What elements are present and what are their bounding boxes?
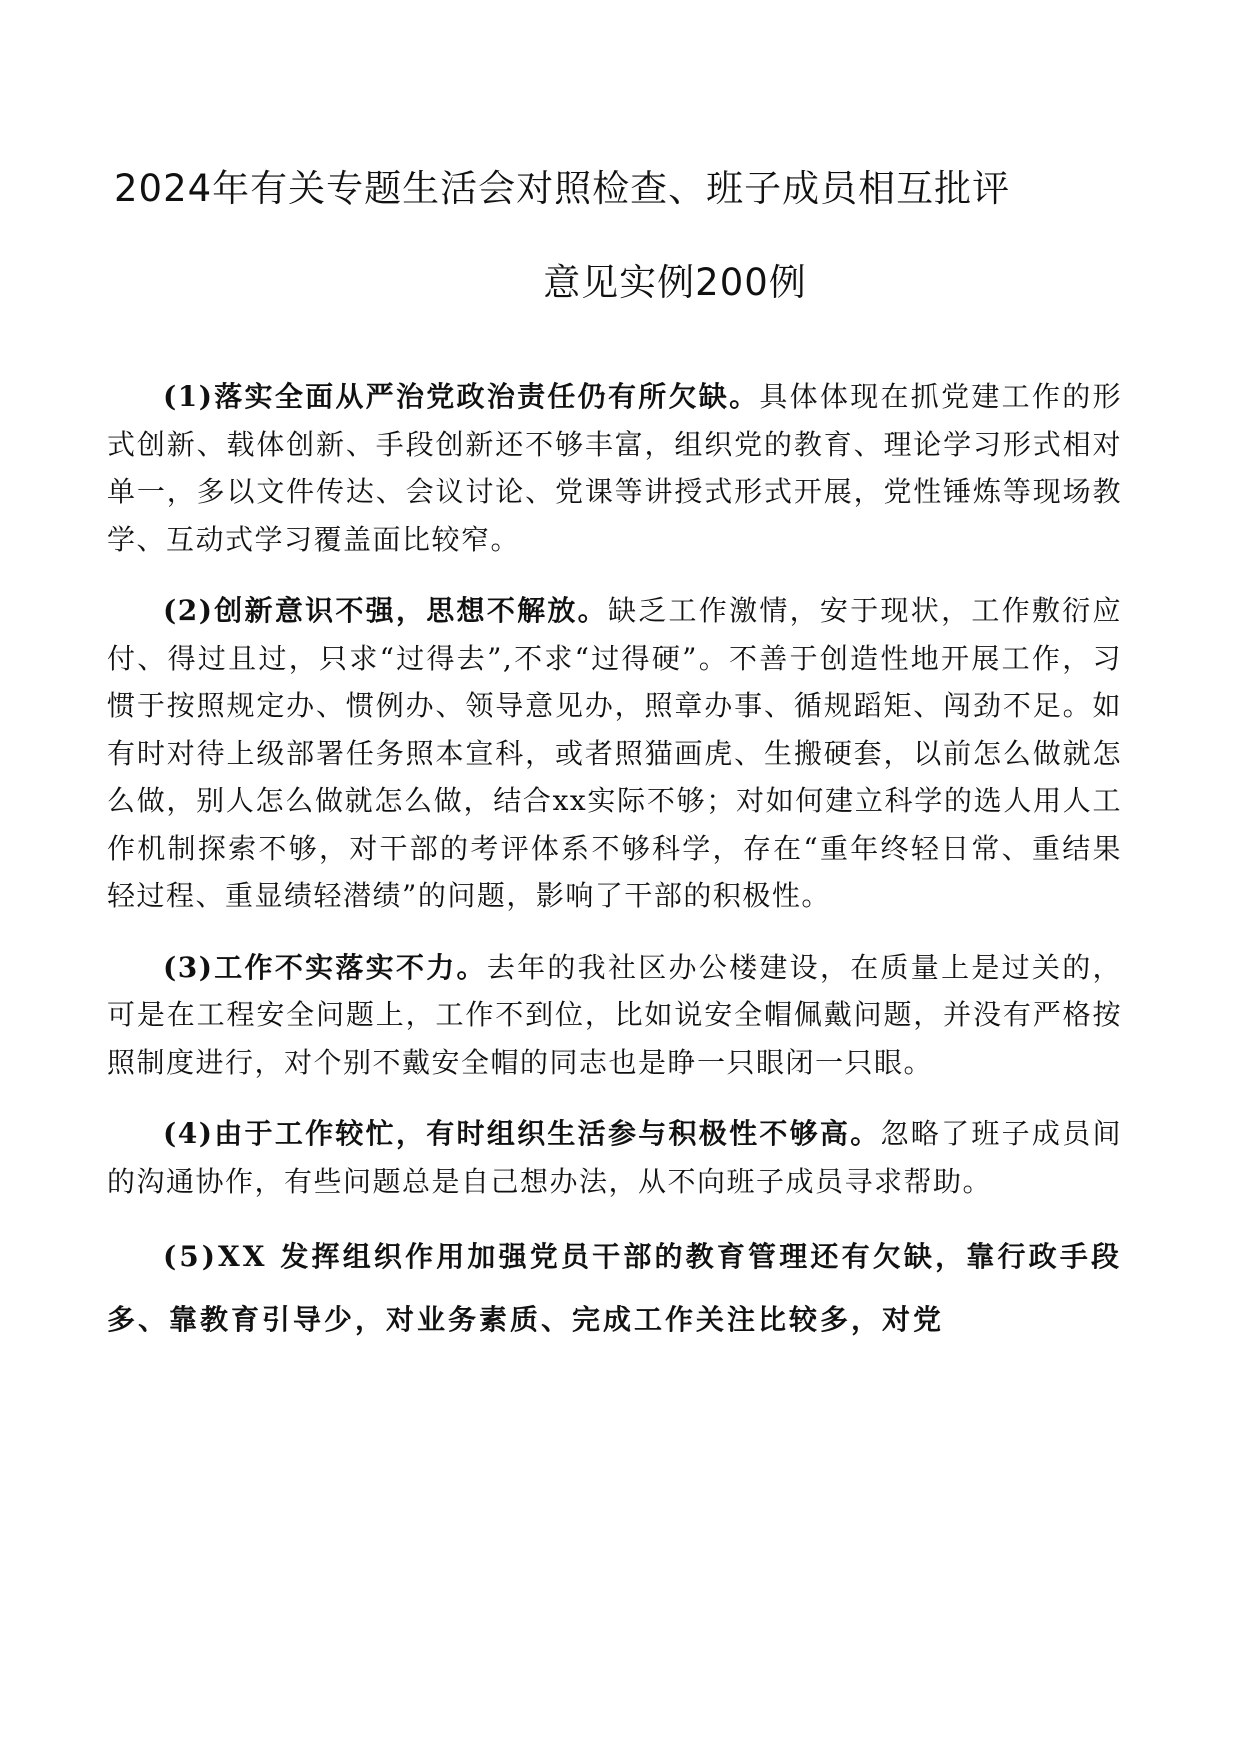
paragraph-4-text: 忽略了班子成员间的沟通协作，有些问题总是自己想办法，从不向班子成员寻求帮助。 <box>107 1117 1122 1198</box>
paragraph-3-heading: (3)工作不实落实不力。 <box>163 950 487 984</box>
paragraph-2-text: 缺乏工作激情，安于现状，工作敷衍应付、得过且过，只求“过得去”,不求“过得硬”。不善于创造性地开展工作，习惯于按照规定办、惯例办、领导意见办，照章办事、循规蹈矩、闯劲不足。如有时对待上级部署任务照本宣科，或者照猫画虎、生搬硬套，以前怎么做就怎么做，别人怎么做就怎么做，结合xx实际不够；对如何建立科学的选人用人工作机制探索不够，对干部的考评体系不够科学，存在“重年终轻日常、重结果轻过程、重显绩轻潜绩”的问题，影响了干部的积极性。 <box>107 594 1122 912</box>
document-title-line2: 意见实例200例 <box>543 261 807 304</box>
document-title-line1: 2024年有关专题生活会对照检查、班子成员相互批评 <box>114 167 1011 210</box>
paragraph-4-heading: (4)由于工作较忙，有时组织生活参与积极性不够高。 <box>163 1117 881 1150</box>
paragraph-3 <box>107 944 1122 1087</box>
paragraph-3-text: 去年的我社区办公楼建设，在质量上是过关的，可是在工程安全问题上，工作不到位，比如说安全帽佩戴问题，并没有严格按照制度进行，对个别不戴安全帽的同志也是睁一只眼闭一只眼。 <box>107 950 1122 1079</box>
paragraph-1-heading: (1)落实全面从严治党政治责任仍有所欠缺。 <box>163 380 760 413</box>
paragraph-2-heading: (2)创新意识不强，思想不解放。 <box>163 594 608 627</box>
paragraph-1-text: 具体体现在抓党建工作的形式创新、载体创新、手段创新还不够丰富，组织党的教育、理论学习形式相对单一，多以文件传达、会议讨论、党课等讲授式形式开展，党性锤炼等现场教学、互动式学习覆盖面比较窄。 <box>107 380 1122 556</box>
document-body <box>107 373 1122 1351</box>
paragraph-2 <box>107 587 1122 920</box>
paragraph-4 <box>107 1110 1122 1205</box>
paragraph-5: (5)XX 发挥组织作用加强党员干部的教育管理还有欠缺，靠行政手段多、靠教育引导少，对业务素质、完成工作关注比较多，对党 <box>107 1240 1122 1336</box>
paragraph-1 <box>107 373 1122 563</box>
